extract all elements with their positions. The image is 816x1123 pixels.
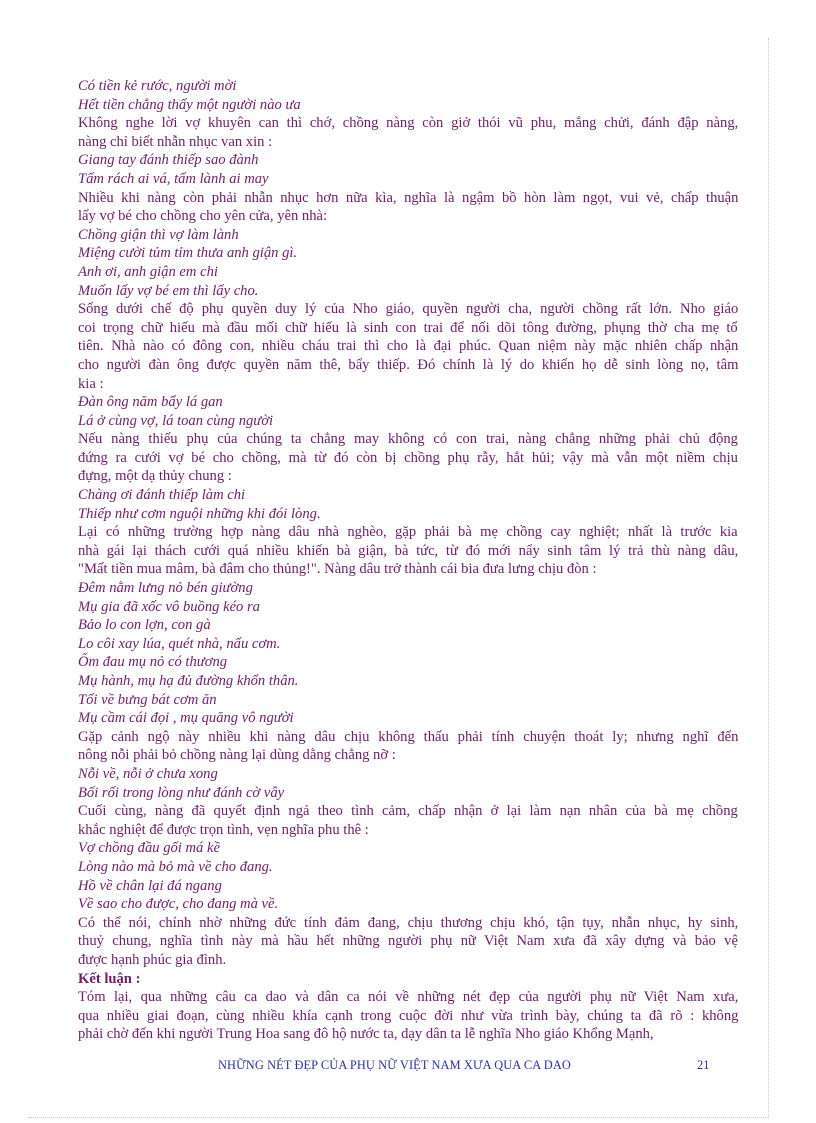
verse-line: Hết tiền chẳng thấy một người nào ưa (78, 96, 301, 113)
paragraph-line: Nhiều khi nàng còn phải nhẫn nhục hơn nữa kìa, nghĩa là ngậm bồ hòn làm ngọt, vui vẻ, chấp thuận (78, 189, 739, 206)
paragraph-line: được hạnh phúc gia đình. (78, 951, 227, 968)
paragraph-line: nông nỗi phải bỏ chồng nàng lại dùng dằng chẳng nỡ : (78, 747, 396, 764)
paragraph-line: phải chờ đến khi người Trung Hoa sang đô hộ nước ta, dạy dân ta lễ nghĩa Nho giáo Khổng Mạnh, (78, 1026, 654, 1043)
paragraph (78, 914, 738, 970)
verse-line: Thiếp như cơm nguội những khi đói lòng. (78, 505, 321, 522)
paragraph-line: cho người đàn ông được quyền năm thê, bẩy thiếp. Đó chính là lý do khiến họ dễ sinh lòng nọ, tâm (78, 356, 739, 373)
verse-line: Bảo lo con lợn, con gà (78, 617, 211, 634)
paragraph-line: kia : (78, 375, 104, 392)
verse-line: Ốm đau mụ nỏ có thương (78, 654, 228, 671)
verse-line: Tối về bưng bát cơm ăn (78, 691, 217, 708)
paragraph-line: lấy vợ bé cho chồng cho yên cửa, yên nhà: (78, 208, 328, 225)
paragraph-line: qua nhiều giai đoạn, cùng nhiều khía cạnh trong cuộc đời như vừa trình bày, chúng ta đã rõ : không (78, 1007, 739, 1024)
verse-line: Anh ơi, anh giận em chi (78, 263, 218, 280)
verse-line: Mụ gia đã xốc vô buồng kéo ra (78, 598, 260, 615)
paragraph (78, 114, 738, 151)
paragraph (78, 300, 738, 393)
verse-line: Đêm nằm lưng nỏ bén giường (78, 580, 253, 597)
verse-line: Lòng nào mà bỏ mà về cho đang. (78, 858, 273, 875)
paragraph-line: coi trọng chữ hiếu mà đầu mối chữ hiếu là sinh con trai để nối dõi tông đường, phụng thờ cha mẹ tổ (78, 319, 738, 336)
verse-line: Giang tay đánh thiếp sao đành (78, 152, 259, 169)
paragraph (78, 802, 738, 839)
paragraph (78, 430, 738, 486)
verse-line: Đàn ông năm bẩy lá gan (78, 394, 223, 411)
footer-title: NHỮNG NÉT ĐẸP CỦA PHỤ NỮ VIỆT NAM XƯA QUA CA DAO (218, 1058, 571, 1072)
verse-line: Bối rối trong lòng như đánh cờ vây (78, 784, 285, 801)
verse-line: Vợ chồng đầu gối má kề (78, 840, 220, 857)
paragraph-line: Sống dưới chế độ phụ quyền duy lý của Nho giáo, quyền người cha, người chồng rất lớn. Nho giáo (78, 301, 739, 318)
verse-line: Hồ về chân lại đá ngang (78, 877, 222, 894)
paragraph-line: khắc nghiệt để được trọn tình, vẹn nghĩa phu thê : (78, 821, 369, 838)
paragraph-line: đựng, một dạ thủy chung : (78, 468, 232, 485)
verse-line: Muốn lấy vợ bé em thì lấy cho. (78, 282, 259, 299)
page-border-bottom (28, 1117, 768, 1118)
paragraph-line: Có thể nói, chính nhờ những đức tính đảm đang, chịu thương chịu khó, tận tụy, nhẫn nhục, hy sinh, (78, 914, 739, 931)
paragraph-line: Lại có những trường hợp nàng dâu nhà nghèo, gặp phải bà mẹ chồng cay nghiệt; nhất là trước kia (78, 524, 738, 541)
paragraph-line: Cuối cùng, nàng đã quyết định ngả theo tình cảm, chấp nhận ở lại làm nạn nhân của bà mẹ chồng (78, 803, 738, 820)
page-border-right (768, 38, 769, 1118)
paragraph-line: tiên. Nhà nào có đông con, nhiều cháu trai thì cho là đại phúc. Quan niệm này mặc nhiên chấp nhận (78, 338, 739, 355)
verse-line: Có tiền kẻ rước, người mời (78, 78, 237, 94)
verse-line: Lo côi xay lúa, quét nhà, nấu cơm. (78, 635, 281, 652)
verse-line: Về sao cho được, cho đang mà về. (78, 896, 279, 913)
verse-line: Nỗi về, nỗi ở chưa xong (78, 765, 218, 782)
verse-line: Tấm rách ai vá, tấm lành ai may (78, 170, 269, 187)
paragraph (78, 728, 738, 765)
page-footer (0, 1058, 816, 1078)
paragraph-line: Nếu nàng thiếu phụ của chúng ta chẳng may không có con trai, nàng chẳng những phải chủ động (78, 431, 738, 448)
paragraph-line: Không nghe lời vợ khuyên can thì chớ, chồng nàng còn giở thói vũ phu, mắng chửi, đánh đập nàng, (78, 115, 739, 132)
verse-line: Miệng cười tủm tỉm thưa anh giận gì. (78, 245, 298, 262)
verse-line: Lá ở cùng vợ, lá toan cùng người (78, 412, 274, 429)
paragraph-line: nàng chỉ biết nhẫn nhục van xin : (78, 133, 273, 150)
paragraph-line: đứng ra cưới vợ bé cho chồng, mà từ đó còn bị chồng phụ rẫy, hắt hủi; vậy mà vẫn một niềm chịu (78, 449, 738, 466)
document-body (78, 77, 738, 1044)
verse-line: Mụ cầm cái đọi , mụ quăng vô người (78, 710, 294, 727)
section-heading: Kết luận : (78, 970, 141, 987)
verse-line: Chàng ơi đánh thiếp làm chi (78, 487, 246, 504)
paragraph (78, 988, 738, 1044)
verse-line: Mụ hành, mụ hạ đủ đường khổn thân. (78, 673, 299, 689)
paragraph-line: Gặp cảnh ngộ này nhiều khi nàng dâu chịu không thấu phải tính chuyện thoát ly; nhưng nghĩ đến (78, 728, 739, 745)
page-number: 21 (697, 1058, 710, 1072)
paragraph-line: nhà gái lại thách cưới quá nhiều khiến bà giận, bà tức, từ đó mới nẩy sinh tâm lý trả thù nàng dâu, (78, 542, 739, 559)
paragraph-line: Tóm lại, qua những câu ca dao và dân ca nói về những nét đẹp của người phụ nữ Việt Nam xưa, (78, 989, 739, 1006)
paragraph-line: "Mất tiền mua mâm, bà đâm cho thủng!". Nàng dâu trở thành cái bia đưa lưng chịu đòn : (78, 561, 597, 578)
paragraph-line: thuỷ chung, nghĩa tình này mà hầu hết những người phụ nữ Việt Nam xưa đã xây dựng và bảo vệ (78, 933, 738, 950)
verse-line: Chồng giận thì vợ làm lành (78, 226, 239, 243)
paragraph (78, 523, 738, 579)
paragraph (78, 189, 738, 226)
